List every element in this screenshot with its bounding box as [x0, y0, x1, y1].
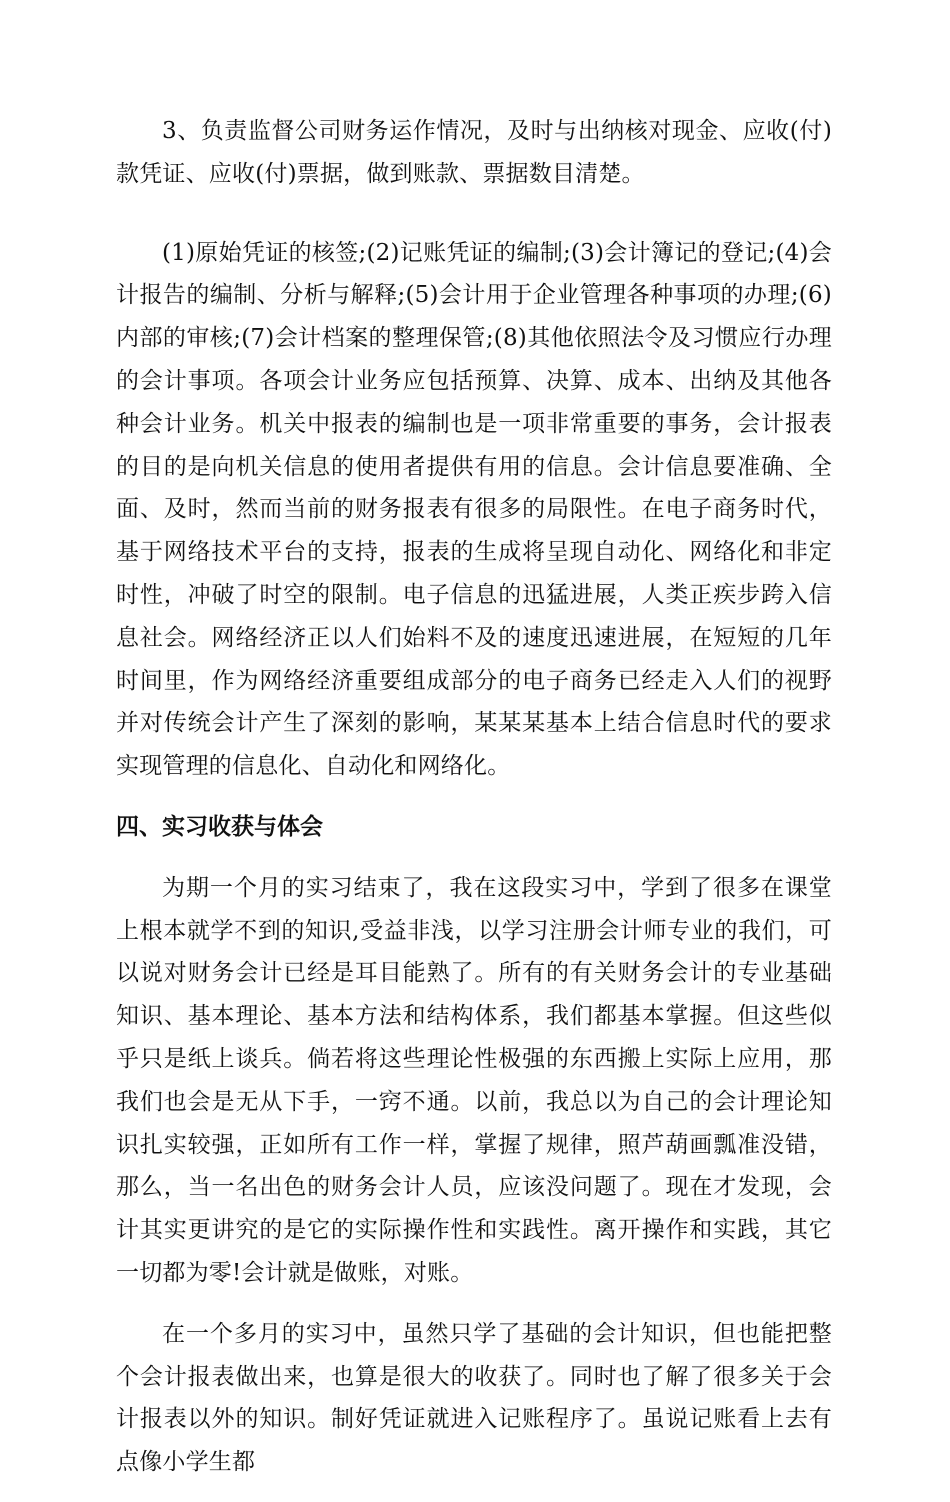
paragraph-responsibility-3: 3、负责监督公司财务运作情况，及时与出纳核对现金、应收(付)款凭证、应收(付)票据，做到账款、票据数目清楚。: [116, 118, 832, 187]
section-heading: 四、实习收获与体会: [116, 813, 323, 840]
paragraph-accounting-items: (1)原始凭证的核签;(2)记账凭证的编制;(3)会计簿记的登记;(4)会计报告的编制、分析与解释;(5)会计用于企业管理各种事项的办理;(6)内部的审核;(7)会计档案的整理保管;(8)其他依照法令及习惯应行办理的会计事项。各项会计业务应包括预算、决算、成本、出纳及其他各种会计业务。机关中报表的编制也是一项非常重要的事务，会计报表的目的是向机关信息的使用者提供有用的信息。会计信息要准确、全面、及时，然而当前的财务报表有很多的局限性。在电子商务时代，基于网络技术平台的支持，报表的生成将呈现自动化、网络化和非定时性，冲破了时空的限制。电子信息的迅猛进展，人类正疾步跨入信息社会。网络经济正以人们始料不及的速度迅速进展，在短短的几年时间里，作为网络经济重要组成部分的电子商务已经走入人们的视野并对传统会计产生了深刻的影响，某某某基本上结合信息时代的要求实现管理的信息化、自动化和网络化。: [116, 239, 832, 780]
document-page: [116, 110, 832, 1502]
paragraph-internship-month: 在一个多月的实习中，虽然只学了基础的会计知识，但也能把整个会计报表做出来，也算是很大的收获了。同时也了解了很多关于会计报表以外的知识。制好凭证就进入记账程序了。虽说记账看上去有点像小学生都: [116, 1320, 832, 1476]
paragraph-internship-gains: 为期一个月的实习结束了，我在这段实习中，学到了很多在课堂上根本就学不到的知识,受益非浅，以学习注册会计师专业的我们，可以说对财务会计已经是耳目能熟了。所有的有关财务会计的专业基础知识、基本理论、基本方法和结构体系，我们都基本掌握。但这些似乎只是纸上谈兵。倘若将这些理论性极强的东西搬上实际上应用，那我们也会是无从下手，一窍不通。以前，我总以为自己的会计理论知识扎实较强，正如所有工作一样，掌握了规律，照芦葫画瓢准没错，那么，当一名出色的财务会计人员，应该没问题了。现在才发现，会计其实更讲究的是它的实际操作性和实践性。离开操作和实践，其它一切都为零!会计就是做账，对账。: [116, 874, 832, 1286]
